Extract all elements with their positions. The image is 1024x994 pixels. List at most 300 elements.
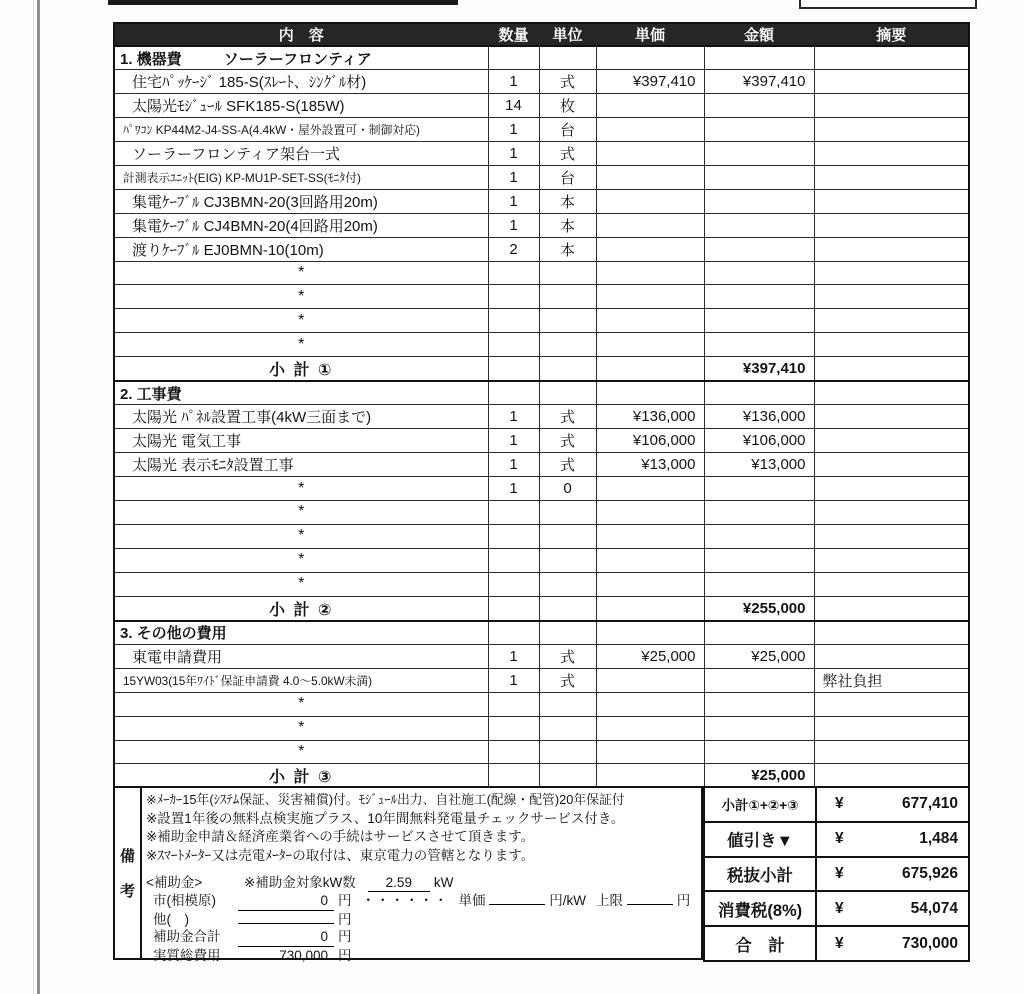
cell-note (814, 333, 969, 357)
cell-qty: 1 (488, 165, 539, 189)
cell-unit-price (596, 716, 704, 740)
cell-unit-price (596, 477, 704, 501)
cell-unit (539, 381, 596, 405)
estimate-table (113, 22, 970, 789)
cell-qty: 1 (488, 189, 539, 213)
subsidy-jogen-blank (627, 904, 673, 905)
total-label: 値引き▼ (704, 822, 816, 857)
cell-amount (704, 213, 814, 237)
total-value-cell (816, 787, 969, 822)
cell-amount (704, 477, 814, 501)
cell-note (814, 548, 969, 572)
cell-unit (539, 764, 596, 789)
yen-symbol: ¥ (835, 830, 844, 848)
cell-note (814, 381, 969, 405)
cell-name: * (114, 501, 488, 525)
cell-amount: ¥13,000 (704, 453, 814, 477)
totals-row (704, 822, 969, 857)
total-value: 1,484 (919, 830, 958, 848)
subsidy-kw-value: 2.59 (368, 874, 430, 892)
totals-row (704, 891, 969, 926)
total-value: 54,074 (910, 899, 958, 917)
cell-unit-price (596, 740, 704, 764)
totals-row (704, 926, 969, 961)
subsidy-kw-label: ※補助金対象kW数 (244, 875, 356, 890)
subsidy-total-value: 0 (238, 928, 334, 946)
cell-note (814, 596, 969, 621)
cell-unit-price (596, 501, 704, 525)
subsidy-total-line (146, 928, 702, 946)
cell-qty: 1 (488, 668, 539, 692)
note-line: ※補助金申請＆経済産業省への手続はサービスさせて頂きます。 (146, 829, 535, 844)
cell-unit-price (596, 165, 704, 189)
cell-unit-price (596, 764, 704, 789)
cell-note (814, 165, 969, 189)
cell-unit-price (596, 94, 704, 118)
cell-unit-price (596, 381, 704, 405)
cell-unit-price (596, 333, 704, 357)
cell-qty (488, 621, 539, 645)
cell-amount (704, 189, 814, 213)
cell-unit (539, 285, 596, 309)
subsidy-total-label: 補助金合計 (153, 929, 221, 945)
cell-unit-price (596, 621, 704, 645)
cell-name: 計測表示ﾕﾆｯﾄ(EIG) KP-MU1P-SET-SS(ﾓﾆﾀ付) (114, 165, 488, 189)
cell-unit: 台 (539, 118, 596, 142)
placeholder-row (114, 501, 969, 525)
placeholder-row (114, 477, 969, 501)
section-subtitle: ソーラーフロンティア (223, 50, 372, 68)
cell-unit-price: ¥13,000 (596, 453, 704, 477)
total-value-wrap (817, 830, 968, 848)
cell-name: * (114, 740, 488, 764)
cell-name (114, 621, 488, 645)
placeholder-row (114, 572, 969, 596)
cell-qty (488, 764, 539, 789)
subsidy-heading: <補助金> (146, 875, 203, 890)
cell-amount (704, 142, 814, 166)
cell-amount: ¥106,000 (704, 429, 814, 453)
cell-unit: 0 (539, 477, 596, 501)
cell-note (814, 285, 969, 309)
subsidy-jogen-label: 上限 (596, 893, 624, 909)
cell-qty: 1 (488, 70, 539, 94)
cell-name: * (114, 524, 488, 548)
cell-unit (539, 46, 596, 70)
totals-row (704, 857, 969, 892)
scan-edge-line-light (33, 0, 34, 994)
placeholder-row (114, 309, 969, 333)
cell-amount (704, 285, 814, 309)
subsidy-other-value (238, 923, 334, 924)
cell-unit-price (596, 46, 704, 70)
yen-symbol: ¥ (835, 899, 844, 917)
item-row (114, 644, 969, 668)
cell-qty (488, 692, 539, 716)
cell-unit-price (596, 572, 704, 596)
cell-qty (488, 285, 539, 309)
cell-unit: 枚 (539, 94, 596, 118)
cell-note: 弊社負担 (814, 668, 969, 692)
cell-unit-price (596, 668, 704, 692)
cell-unit (539, 548, 596, 572)
cell-note (814, 644, 969, 668)
cell-unit-price (596, 524, 704, 548)
cell-amount (704, 668, 814, 692)
placeholder-row (114, 524, 969, 548)
total-value-wrap (817, 900, 968, 918)
cell-qty: 1 (488, 118, 539, 142)
cell-qty: 1 (488, 477, 539, 501)
table-body (114, 46, 969, 788)
section-title: 3. その他の費用 (120, 625, 227, 643)
item-row (114, 70, 969, 94)
cell-unit: 本 (539, 237, 596, 261)
cell-unit-price (596, 692, 704, 716)
subsidy-block (146, 874, 702, 964)
cell-name: * (114, 692, 488, 716)
cell-qty (488, 309, 539, 333)
cell-qty: 2 (488, 237, 539, 261)
cell-unit (539, 309, 596, 333)
cell-unit-price (596, 596, 704, 621)
subtotal-row (114, 357, 969, 382)
cell-note (814, 764, 969, 789)
cell-name: * (114, 309, 488, 333)
table-header-row (114, 23, 969, 46)
cell-unit (539, 740, 596, 764)
total-value-cell (816, 891, 969, 926)
cell-name: ソーラーフロンティア架台一式 (114, 142, 488, 166)
totals-table (703, 786, 970, 962)
total-value-wrap (817, 865, 968, 883)
cell-unit-price (596, 261, 704, 285)
cropped-title-bar (108, 0, 458, 5)
cell-unit: 式 (539, 668, 596, 692)
total-label: 合 計 (704, 926, 816, 961)
cell-unit (539, 261, 596, 285)
cell-unit: 式 (539, 405, 596, 429)
total-value-wrap (817, 935, 968, 953)
cell-qty (488, 501, 539, 525)
item-row (114, 453, 969, 477)
yen-symbol: ¥ (835, 864, 844, 882)
remarks-label-char-1: 備 (119, 848, 135, 865)
cell-amount (704, 740, 814, 764)
cell-name: 太陽光 表示ﾓﾆﾀ設置工事 (114, 453, 488, 477)
cell-name: * (114, 572, 488, 596)
scan-edge-line (37, 0, 40, 994)
cell-name: 渡りｹｰﾌﾞﾙ EJ0BMN-10(10m) (114, 237, 488, 261)
cell-note (814, 524, 969, 548)
cell-name: 小 計 ① (114, 357, 488, 382)
cell-note (814, 261, 969, 285)
cell-qty: 1 (488, 453, 539, 477)
cell-unit-price: ¥397,410 (596, 70, 704, 94)
placeholder-row (114, 740, 969, 764)
subsidy-dots: ・・・・・・ (361, 893, 449, 909)
item-row (114, 237, 969, 261)
placeholder-row (114, 548, 969, 572)
cell-amount (704, 381, 814, 405)
cell-amount (704, 572, 814, 596)
item-row (114, 142, 969, 166)
cell-unit: 本 (539, 189, 596, 213)
cell-qty: 14 (488, 94, 539, 118)
subtotal-row (114, 596, 969, 621)
cell-qty (488, 524, 539, 548)
remarks-label-char-2: 考 (119, 883, 135, 900)
cell-note (814, 118, 969, 142)
cell-amount: ¥25,000 (704, 644, 814, 668)
total-value-wrap (817, 795, 968, 813)
cell-name: * (114, 716, 488, 740)
header-unit: 単位 (539, 23, 596, 46)
cell-qty: 1 (488, 213, 539, 237)
subsidy-tanka-unit: 円/kW (549, 893, 587, 909)
cell-amount (704, 524, 814, 548)
cell-unit (539, 524, 596, 548)
subsidy-city-line (146, 892, 702, 910)
cell-qty (488, 596, 539, 621)
total-value: 730,000 (901, 934, 958, 952)
header-quantity: 数量 (488, 23, 539, 46)
cell-note (814, 237, 969, 261)
cell-name: 集電ｹｰﾌﾞﾙ CJ4BMN-20(4回路用20m) (114, 213, 488, 237)
cell-qty (488, 740, 539, 764)
cell-name: * (114, 477, 488, 501)
cell-unit (539, 333, 596, 357)
section-row (114, 621, 969, 645)
cell-qty: 1 (488, 142, 539, 166)
cell-qty (488, 381, 539, 405)
cell-unit (539, 692, 596, 716)
cell-amount (704, 548, 814, 572)
cell-unit (539, 716, 596, 740)
cell-unit-price (596, 548, 704, 572)
cell-unit: 台 (539, 165, 596, 189)
subsidy-heading-line (146, 874, 702, 892)
cell-name: 太陽光 ﾊﾟﾈﾙ設置工事(4kW三面まで) (114, 405, 488, 429)
header-unit-price: 単価 (596, 23, 704, 46)
cell-name: * (114, 261, 488, 285)
subsidy-city-value: 0 (238, 892, 334, 910)
total-value-cell (816, 926, 969, 961)
subsidy-net-value: 730,000 (279, 947, 328, 963)
cell-unit (539, 572, 596, 596)
note-line: ※ﾒｰｶｰ15年(ｼｽﾃﾑ保証、災害補償)付。ﾓｼﾞｭｰﾙ出力、自社施工(配線・配管)20年保証付 (146, 792, 625, 807)
cell-name: * (114, 285, 488, 309)
cell-note (814, 94, 969, 118)
section-title: 2. 工事費 (120, 385, 182, 403)
cell-unit: 本 (539, 213, 596, 237)
section-row (114, 46, 969, 70)
cell-amount: ¥136,000 (704, 405, 814, 429)
cell-amount (704, 621, 814, 645)
cell-amount: ¥397,410 (704, 357, 814, 382)
cell-unit: 式 (539, 429, 596, 453)
cell-qty: 1 (488, 429, 539, 453)
subsidy-other-label: 他( ) (153, 911, 189, 927)
subsidy-other-unit: 円 (338, 911, 352, 927)
cell-note (814, 453, 969, 477)
cell-amount (704, 165, 814, 189)
item-row (114, 165, 969, 189)
cell-unit (539, 501, 596, 525)
item-row (114, 213, 969, 237)
item-row (114, 429, 969, 453)
subsidy-net-unit: 円 (338, 947, 352, 963)
cell-note (814, 189, 969, 213)
cell-unit-price: ¥106,000 (596, 429, 704, 453)
remarks-box (113, 786, 703, 963)
cell-name: 15YW03(15年ﾜｲﾄﾞ保証申請費 4.0～5.0kW未満) (114, 668, 488, 692)
cell-name: 集電ｹｰﾌﾞﾙ CJ3BMN-20(3回路用20m) (114, 189, 488, 213)
cell-amount (704, 94, 814, 118)
subsidy-jogen-unit: 円 (676, 893, 691, 909)
cell-note (814, 429, 969, 453)
cell-qty (488, 716, 539, 740)
totals-row (704, 787, 969, 822)
cell-unit-price (596, 285, 704, 309)
total-label: 消費税(8%) (704, 891, 816, 926)
note-line: ※設置1年後の無料点検実施プラス、10年間無料発電量チェックサービス付き。 (146, 810, 625, 826)
total-value: 675,926 (901, 864, 958, 882)
cell-note (814, 477, 969, 501)
cell-unit-price (596, 237, 704, 261)
cell-amount (704, 261, 814, 285)
total-label: 小計①+②+③ (704, 787, 816, 822)
placeholder-row (114, 333, 969, 357)
cell-name: 住宅ﾊﾟｯｹｰｼﾞ 185-S(ｽﾚｰﾄ、ｼﾝｸﾞﾙ材) (114, 70, 488, 94)
cell-qty (488, 261, 539, 285)
placeholder-row (114, 261, 969, 285)
cell-amount (704, 692, 814, 716)
item-row (114, 668, 969, 692)
cell-unit: 式 (539, 644, 596, 668)
subsidy-tanka-label: 単価 (458, 893, 486, 909)
cell-name: 小 計 ③ (114, 764, 488, 789)
cell-unit (539, 621, 596, 645)
subtotal-row (114, 764, 969, 789)
cell-unit (539, 596, 596, 621)
subsidy-city-label: 市(相模原) (153, 893, 216, 909)
cell-note (814, 692, 969, 716)
yen-symbol: ¥ (835, 934, 844, 952)
header-remarks: 摘要 (814, 23, 969, 46)
cell-amount: ¥25,000 (704, 764, 814, 789)
cell-note (814, 501, 969, 525)
cell-qty (488, 46, 539, 70)
totals-body (704, 787, 969, 961)
item-row (114, 118, 969, 142)
subsidy-total-unit: 円 (338, 929, 352, 945)
cell-note (814, 46, 969, 70)
total-value-cell (816, 857, 969, 892)
section-title: 1. 機器費 (120, 50, 182, 68)
subsidy-net-line (146, 947, 702, 964)
cell-amount: ¥255,000 (704, 596, 814, 621)
cell-amount (704, 309, 814, 333)
cell-note (814, 70, 969, 94)
total-value-cell (816, 822, 969, 857)
cell-unit-price (596, 213, 704, 237)
header-amount: 金額 (704, 23, 814, 46)
placeholder-row (114, 692, 969, 716)
cell-qty (488, 333, 539, 357)
header-content: 内 容 (114, 23, 488, 46)
remarks-vertical-label (115, 788, 142, 958)
cell-name: * (114, 548, 488, 572)
placeholder-row (114, 285, 969, 309)
cell-note (814, 357, 969, 382)
cell-note (814, 621, 969, 645)
cell-note (814, 213, 969, 237)
cell-unit-price (596, 309, 704, 333)
cell-unit (539, 357, 596, 382)
cell-name: ﾊﾟﾜｺﾝ KP44M2-J4-SS-A(4.4kW・屋外設置可・制御対応) (114, 118, 488, 142)
cell-name: 小 計 ② (114, 596, 488, 621)
note-line: ※ｽﾏｰﾄﾒｰﾀｰ又は売電ﾒｰﾀｰの取付は、東京電力の管轄となります。 (146, 847, 535, 863)
total-value: 677,410 (901, 795, 958, 813)
section-row (114, 381, 969, 405)
cell-amount (704, 237, 814, 261)
cell-unit-price (596, 357, 704, 382)
cell-unit-price (596, 118, 704, 142)
cell-note (814, 572, 969, 596)
cell-note (814, 142, 969, 166)
cell-qty (488, 572, 539, 596)
cell-amount (704, 118, 814, 142)
cell-unit: 式 (539, 142, 596, 166)
cell-amount (704, 501, 814, 525)
cell-note (814, 740, 969, 764)
cell-unit: 式 (539, 453, 596, 477)
cell-unit-price: ¥25,000 (596, 644, 704, 668)
cell-qty (488, 548, 539, 572)
cell-amount (704, 46, 814, 70)
cell-qty: 1 (488, 644, 539, 668)
cell-note (814, 309, 969, 333)
cell-name: 東電申請費用 (114, 644, 488, 668)
cell-unit-price: ¥136,000 (596, 405, 704, 429)
cell-name: 太陽光ﾓｼﾞｭｰﾙ SFK185-S(185W) (114, 94, 488, 118)
cell-unit-price (596, 142, 704, 166)
item-row (114, 94, 969, 118)
cell-qty: 1 (488, 405, 539, 429)
item-row (114, 405, 969, 429)
placeholder-row (114, 716, 969, 740)
yen-symbol: ¥ (835, 795, 844, 813)
subsidy-net-label: 実質総費用 (153, 947, 221, 963)
subsidy-city-unit: 円 (338, 893, 352, 909)
cell-name (114, 46, 488, 70)
cropped-box-remnant (799, 0, 977, 9)
cell-note (814, 405, 969, 429)
cell-amount: ¥397,410 (704, 70, 814, 94)
cell-amount (704, 333, 814, 357)
cell-unit-price (596, 189, 704, 213)
cell-name: * (114, 333, 488, 357)
remarks-content (146, 791, 702, 964)
cell-name (114, 381, 488, 405)
subsidy-other-line (146, 911, 702, 928)
cell-note (814, 716, 969, 740)
cell-amount (704, 716, 814, 740)
cell-name: 太陽光 電気工事 (114, 429, 488, 453)
cell-unit: 式 (539, 70, 596, 94)
item-row (114, 189, 969, 213)
